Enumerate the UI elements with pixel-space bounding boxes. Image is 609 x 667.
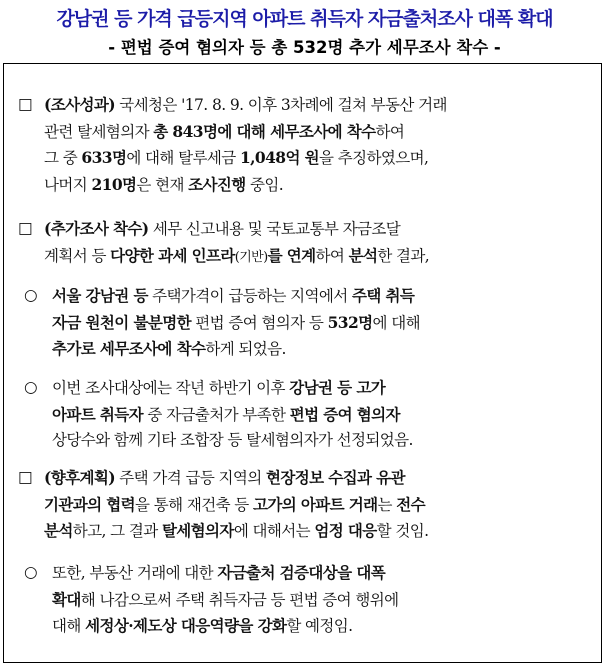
- text-line: 관련 탈세혐의자 총 843명에 대해 세무조사에 착수하여: [44, 121, 405, 141]
- text-line: 또한, 부동산 거래에 대한 자금출처 검증대상을 대폭: [52, 563, 386, 582]
- text-line: 그 중 633명에 대해 탈루세금 1,048억 원을 추징하였으며,: [44, 148, 429, 167]
- section-survey-results: [18, 92, 592, 198]
- text-line: 계획서 등 다양한 과세 인프라(기반)를 연계하여 분석한 결과,: [44, 245, 430, 265]
- text-line: 나머지 210명은 현재 조사진행 중임.: [44, 174, 284, 194]
- subitem-gangnam: [24, 283, 592, 363]
- square-bullet: □: [18, 468, 33, 486]
- text-line: 확대해 나감으로써 주택 취득자금 등 편법 증여 행위에: [52, 589, 399, 609]
- circle-bullet: ○: [24, 563, 37, 581]
- text-line: 아파트 취득자 중 자금출처가 부족한 편법 증여 혐의자: [52, 404, 400, 424]
- page-subtitle: - 편법 증여 혐의자 등 총 532명 추가 세무조사 착수 -: [108, 38, 501, 57]
- text-line: 분석하고, 그 결과 탈세혐의자에 대해서는 엄정 대응할 것임.: [44, 521, 429, 540]
- square-bullet: □: [18, 95, 33, 113]
- circle-bullet: ○: [24, 378, 37, 396]
- subitem-expansion: [24, 560, 592, 640]
- subitem-targets: [24, 375, 592, 454]
- text-line: (향후계획) 주택 가격 급등 지역의 현장정보 수집과 유관: [44, 468, 405, 487]
- text-line: (조사성과) 국세청은 '17. 8. 9. 이후 3차례에 걸쳐 부동산 거래: [44, 95, 447, 114]
- text-line: 대해 세정상·제도상 대응역량을 강화할 예정임.: [52, 616, 353, 635]
- text-line: 상당수와 함께 기타 조합장 등 탈세혐의자가 선정되었음.: [52, 431, 413, 449]
- circle-bullet: ○: [24, 286, 37, 304]
- text-line: (추가조사 착수) 세무 신고내용 및 국토교통부 자금조달: [44, 219, 401, 238]
- square-bullet: □: [18, 219, 33, 237]
- text-line: 기관과의 협력을 통해 재건축 등 고가의 아파트 거래는 전수: [44, 494, 425, 514]
- text-line: 자금 원천이 불분명한 편법 증여 혐의자 등 532명에 대해: [52, 312, 420, 332]
- text-line: 이번 조사대상에는 작년 하반기 이후 강남권 등 고가: [52, 378, 386, 397]
- section-additional-survey: [18, 216, 592, 270]
- text-line: 서울 강남권 등 주택가격이 급등하는 지역에서 주택 취득: [52, 286, 415, 305]
- text-line: 추가로 세무조사에 착수하게 되었음.: [52, 339, 286, 358]
- section-future-plans: [18, 465, 592, 545]
- page-title: 강남권 등 가격 급등지역 아파트 취득자 자금출처조사 대폭 확대: [56, 8, 553, 30]
